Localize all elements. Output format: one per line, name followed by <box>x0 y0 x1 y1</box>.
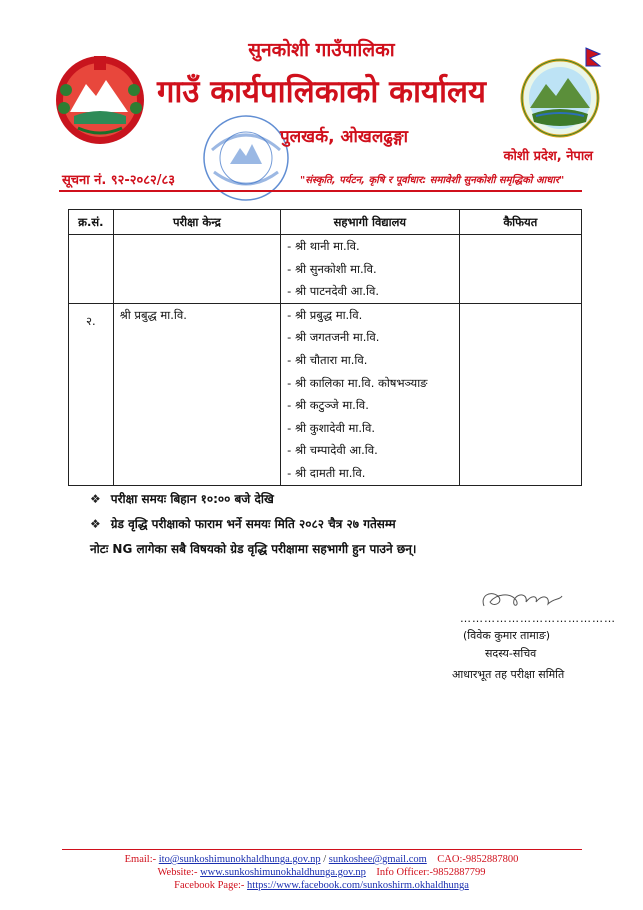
email-label: Email:- <box>124 854 157 865</box>
signatory-name: (विवेक कुमार तामाङ) <box>463 629 551 642</box>
footer-facebook-line <box>0 880 643 891</box>
office-address: पुलखर्क, ओखलढुङ्गा <box>280 127 409 147</box>
school-item: - श्री प्रबुद्ध मा.वि. <box>287 307 363 322</box>
form-time-text: ग्रेड वृद्धि परीक्षाको फाराम भर्ने समयः मिति २०८२ चैत्र २७ गतेसम्म <box>110 517 396 531</box>
footer-email-line <box>0 854 643 865</box>
header-schools: सहभागी विद्यालय <box>281 210 459 235</box>
serial-cell: २. <box>69 303 114 485</box>
header-divider <box>59 190 582 192</box>
exam-time-text: परीक्षा समयः बिहान १०:०० बजे देखि <box>110 492 274 506</box>
footer-website-line <box>0 867 643 878</box>
school-item: - श्री थानी मा.वि. <box>287 239 360 253</box>
info-officer-contact: Info Officer:-9852887799 <box>376 867 486 878</box>
remark-cell <box>459 235 581 304</box>
table-header-row <box>69 210 582 235</box>
header-exam-center: परीक्षा केन्द्र <box>113 210 281 235</box>
email-separator: / <box>323 854 327 865</box>
school-item: - श्री चौतारा मा.वि. <box>287 352 368 367</box>
remark-cell <box>459 303 581 485</box>
signatory-title: सदस्य-सचिव <box>485 647 537 660</box>
schools-cell <box>281 303 459 485</box>
school-item: - श्री कालिका मा.वि. कोषभञ्याङ <box>287 375 428 390</box>
exam-center-table <box>68 209 582 486</box>
municipality-name: सुनकोशी गाउँपालिका <box>248 39 395 61</box>
header-serial: क्र.सं. <box>69 210 114 235</box>
office-title: गाउँ कार्यपालिकाको कार्यालय <box>156 74 487 110</box>
ng-note: नोटः NG लागेका सबै विषयको ग्रेड वृद्धि परीक्षामा सहभागी हुन पाउने छन्। <box>90 542 417 556</box>
school-item: - श्री कटुञ्जे मा.वि. <box>287 398 369 413</box>
signature-line: ………………………………… <box>460 612 616 625</box>
committee-name: आधारभूत तह परीक्षा समिति <box>452 668 565 681</box>
facebook-label: Facebook Page:- <box>174 880 245 891</box>
diamond-bullet-icon: ❖ <box>90 492 101 506</box>
diamond-bullet-icon: ❖ <box>90 517 101 531</box>
handwritten-signature <box>476 584 566 614</box>
form-time-note <box>90 515 396 532</box>
footer-divider <box>62 849 582 850</box>
province-label: कोशी प्रदेश, नेपाल <box>503 149 593 164</box>
email-link-gmail[interactable]: sunkoshee@gmail.com <box>328 854 427 865</box>
center-cell: श्री प्रबुद्ध मा.वि. <box>113 303 281 485</box>
table-row <box>69 303 582 485</box>
school-item: - श्री दामती मा.वि. <box>287 465 366 480</box>
school-item: - श्री कुशादेवी मा.वि. <box>287 420 376 435</box>
facebook-link[interactable]: https://www.facebook.com/sunkoshirm.okhaldhunga <box>247 880 469 891</box>
slogan: "संस्कृति, पर्यटन, कृषि र पूर्वाधार: समावेशी सुनकोशी समृद्धिको आधार" <box>300 175 565 186</box>
exam-time-note <box>90 490 274 507</box>
serial-cell <box>69 235 114 304</box>
table-row <box>69 235 582 304</box>
school-item: - श्री जगतजनी मा.वि. <box>287 330 380 345</box>
website-link[interactable]: www.sunkoshimunokhaldhunga.gov.np <box>200 867 366 878</box>
school-item: - श्री सुनकोशी मा.वि. <box>287 261 377 276</box>
schools-cell <box>281 235 459 304</box>
school-item: - श्री पाटनदेवी आ.वि. <box>287 284 380 299</box>
email-link-ito[interactable]: ito@sunkoshimunokhaldhunga.gov.np <box>158 854 321 865</box>
school-item: - श्री चम्पादेवी आ.वि. <box>287 443 378 458</box>
website-label: Website:- <box>157 867 198 878</box>
center-cell <box>113 235 281 304</box>
notice-number: सूचना नं. ९२-२०८२/८३ <box>62 173 176 188</box>
header-remarks: कैफियत <box>459 210 581 235</box>
cao-contact: CAO:-9852887800 <box>437 854 519 865</box>
